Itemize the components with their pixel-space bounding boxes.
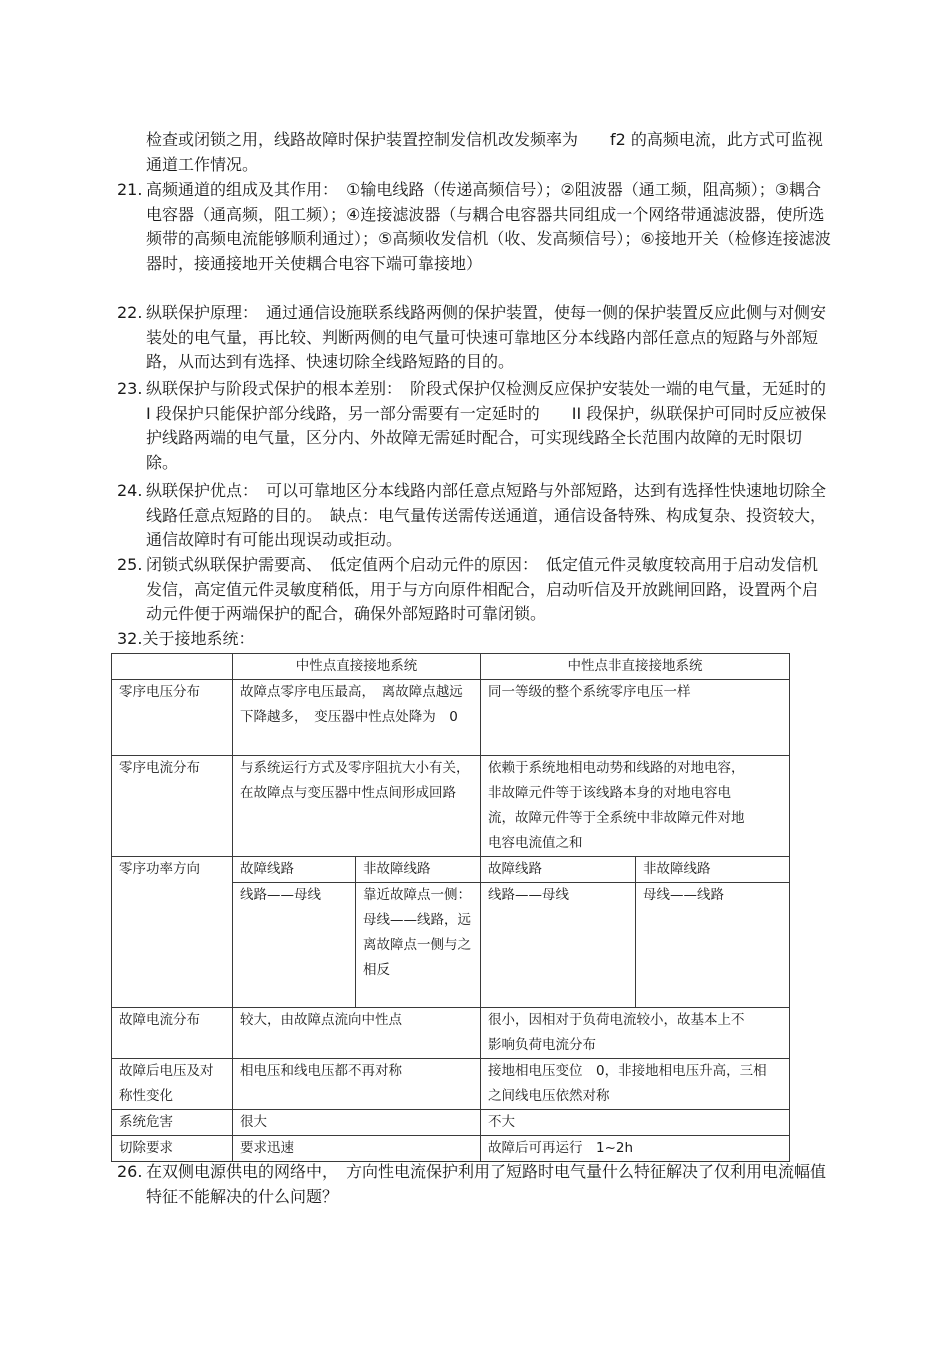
table-title: 32.关于接地系统：	[117, 629, 255, 648]
table-row	[112, 857, 790, 883]
item-23	[117, 377, 843, 475]
item-22	[117, 301, 832, 375]
row-label: 故障电流分布	[112, 1008, 233, 1059]
cell-direct-faulted: 线路——母线	[233, 883, 356, 1008]
cell-direct: 相电压和线电压都不再对称	[233, 1059, 481, 1110]
table-row	[112, 1110, 790, 1136]
cell-direct: 很大	[233, 1110, 481, 1136]
intro-continuation: 检查或闭锁之用，线路故障时保护装置控制发信机改发频率为 f2 的高频电流，此方式可监视通道工作情况。	[146, 130, 823, 174]
cell-indirect: 接地相电压变位 0，非接地相电压升高，三相之间线电压依然对称	[481, 1059, 790, 1110]
header-indirect: 中性点非直接接地系统	[481, 654, 790, 680]
table-row	[112, 1008, 790, 1059]
cell-direct-healthy: 靠近故障点一侧：母线——线路，远离故障点一侧与之相反	[356, 883, 481, 1008]
cell-direct: 故障点零序电压最高， 离故障点越远下降越多， 变压器中性点处降为 0	[233, 680, 481, 756]
subheader-indirect-healthy: 非故障线路	[636, 857, 790, 883]
item-number: 25.	[117, 555, 143, 574]
item-number: 22.	[117, 303, 143, 322]
cell-indirect: 故障后可再运行 1~2h	[481, 1136, 790, 1162]
cell-indirect-healthy: 母线——线路	[636, 883, 790, 1008]
item-number: 23.	[117, 379, 143, 398]
row-label: 零序电压分布	[112, 680, 233, 756]
item-number: 26.	[117, 1162, 143, 1181]
header-corner	[112, 654, 233, 680]
item-26	[117, 1160, 832, 1209]
item-21	[117, 178, 832, 276]
subheader-indirect-faulted: 故障线路	[481, 857, 636, 883]
subheader-direct-healthy: 非故障线路	[356, 857, 481, 883]
table-row	[112, 756, 790, 857]
row-label: 故障后电压及对称性变化	[112, 1059, 233, 1110]
cell-indirect-faulted: 线路——母线	[481, 883, 636, 1008]
item-text: 纵联保护与阶段式保护的根本差别： 阶段式保护仅检测反应保护安装处一端的电气量，无延时的 I 段保护只能保护部分线路，另一部分需要有一定延时的 II 段保护，纵联保护可同时反应被保护线路两端的电气量，区分内、外故障无需延时配合，可实现线路全长范围内故障的无时限切除。	[146, 379, 843, 472]
table-row	[112, 680, 790, 756]
item-text: 纵联保护原理： 通过通信设施联系线路两侧的保护装置，使每一侧的保护装置反应此侧与对侧安装处的电气量，再比较、判断两侧的电气量可快速可靠地区分本线路内部任意点的短路与外部短路，从而达到有选择、快速切除全线路短路的目的。	[146, 303, 827, 372]
cell-indirect: 不大	[481, 1110, 790, 1136]
cell-direct: 与系统运行方式及零序阻抗大小有关， 在故障点与变压器中性点间形成回路	[233, 756, 481, 857]
item-text: 纵联保护优点： 可以可靠地区分本线路内部任意点短路与外部短路，达到有选择性快速地切除全线路任意点短路的目的。 缺点：电气量传送需传送通道，通信设备特殊、构成复杂、投资较大，通信故障时有可能出现误动或拒动。	[146, 481, 827, 550]
item-number: 21.	[117, 180, 143, 199]
item-25	[117, 553, 832, 627]
row-label: 零序功率方向	[112, 857, 233, 1008]
row-label: 切除要求	[112, 1136, 233, 1162]
table-header-row	[112, 654, 790, 680]
cell-indirect: 同一等级的整个系统零序电压一样	[481, 680, 790, 756]
grounding-system-table	[111, 653, 790, 1162]
table-row	[112, 1059, 790, 1110]
row-label: 零序电流分布	[112, 756, 233, 857]
item-text: 高频通道的组成及其作用： ①输电线路（传递高频信号）；②阻波器（通工频，阻高频）；③耦合电容器（通高频，阻工频）；④连接滤波器（与耦合电容器共同组成一个网络带通滤波器，使所选频带的高频电流能够顺利通过）；⑤高频收发信机（收、发高频信号）；⑥接地开关（检修连接滤波器时，接通接地开关使耦合电容下端可靠接地）	[146, 180, 831, 273]
item-text: 闭锁式纵联保护需要高、 低定值两个启动元件的原因： 低定值元件灵敏度较高用于启动发信机发信，高定值元件灵敏度稍低，用于与方向原件相配合，启动听信及开放跳闸回路，设置两个启动元件便于两端保护的配合，确保外部短路时可靠闭锁。	[146, 555, 819, 624]
cell-indirect: 依赖于系统地相电动势和线路的对地电容，非故障元件等于该线路本身的对地电容电流，故障元件等于全系统中非故障元件对地电容电流值之和	[481, 756, 790, 857]
cell-direct: 要求迅速	[233, 1136, 481, 1162]
item-text: 在双侧电源供电的网络中， 方向性电流保护利用了短路时电气量什么特征解决了仅利用电流幅值特征不能解决的什么问题？	[146, 1162, 827, 1206]
cell-indirect: 很小，因相对于负荷电流较小，故基本上不影响负荷电流分布	[481, 1008, 790, 1059]
item-24	[117, 479, 832, 553]
table-row	[112, 1136, 790, 1162]
subheader-direct-faulted: 故障线路	[233, 857, 356, 883]
cell-direct: 较大，由故障点流向中性点	[233, 1008, 481, 1059]
row-label: 系统危害	[112, 1110, 233, 1136]
item-number: 24.	[117, 481, 143, 500]
header-direct: 中性点直接接地系统	[233, 654, 481, 680]
